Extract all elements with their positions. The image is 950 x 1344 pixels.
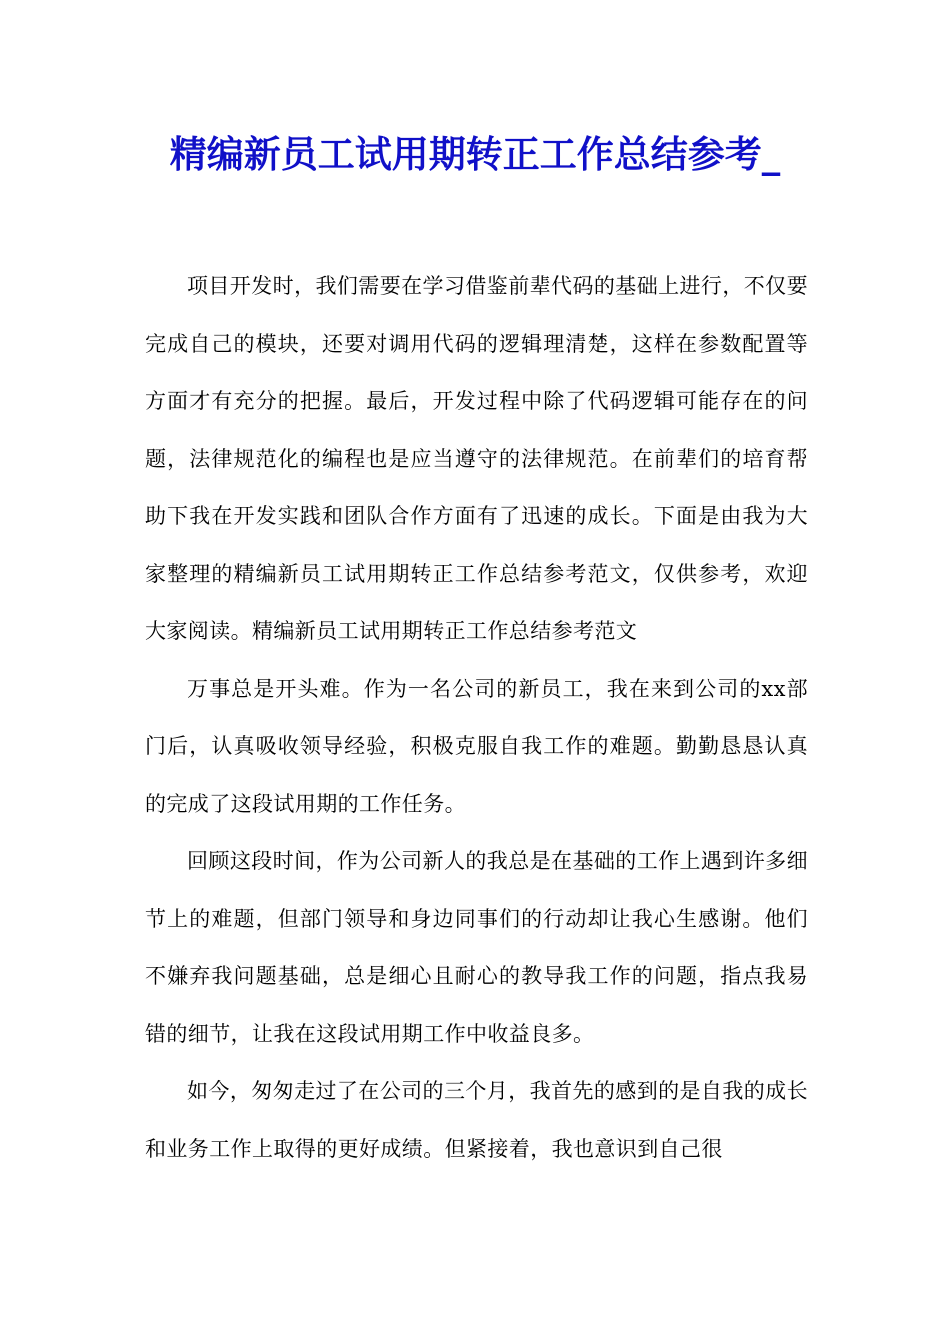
document-title: 精编新员工试用期转正工作总结参考_ bbox=[169, 133, 781, 176]
paragraph-4: 如今，匆匆走过了在公司的三个月，我首先的感到的是自我的成长和业务工作上取得的更好成绩。但紧接着，我也意识到自己很 bbox=[145, 1079, 808, 1161]
paragraph-2: 万事总是开头难。作为一名公司的新员工，我在来到公司的xx部门后，认真吸收领导经验，积极克服自我工作的难题。勤勤恳恳认真的完成了这段试用期的工作任务。 bbox=[145, 676, 808, 816]
paragraph-1: 项目开发时，我们需要在学习借鉴前辈代码的基础上进行，不仅要完成自己的模块，还要对调用代码的逻辑理清楚，这样在参数配置等方面才有充分的把握。最后，开发过程中除了代码逻辑可能存在的问题，法律规范化的编程也是应当遵守的法律规范。在前辈们的培育帮助下我在开发实践和团队合作方面有了迅速的成长。下面是由我为大家整理的精编新员工试用期转正工作总结参考范文，仅供参考，欢迎大家阅读。精编新员工试用期转正工作总结参考范文 bbox=[145, 274, 808, 643]
paragraph-3: 回顾这段时间，作为公司新人的我总是在基础的工作上遇到许多细节上的难题，但部门领导和身边同事们的行动却让我心生感谢。他们不嫌弃我问题基础，总是细心且耐心的教导我工作的问题，指点我易错的细节，让我在这段试用期工作中收益良多。 bbox=[145, 849, 808, 1046]
document-body bbox=[145, 258, 808, 1178]
